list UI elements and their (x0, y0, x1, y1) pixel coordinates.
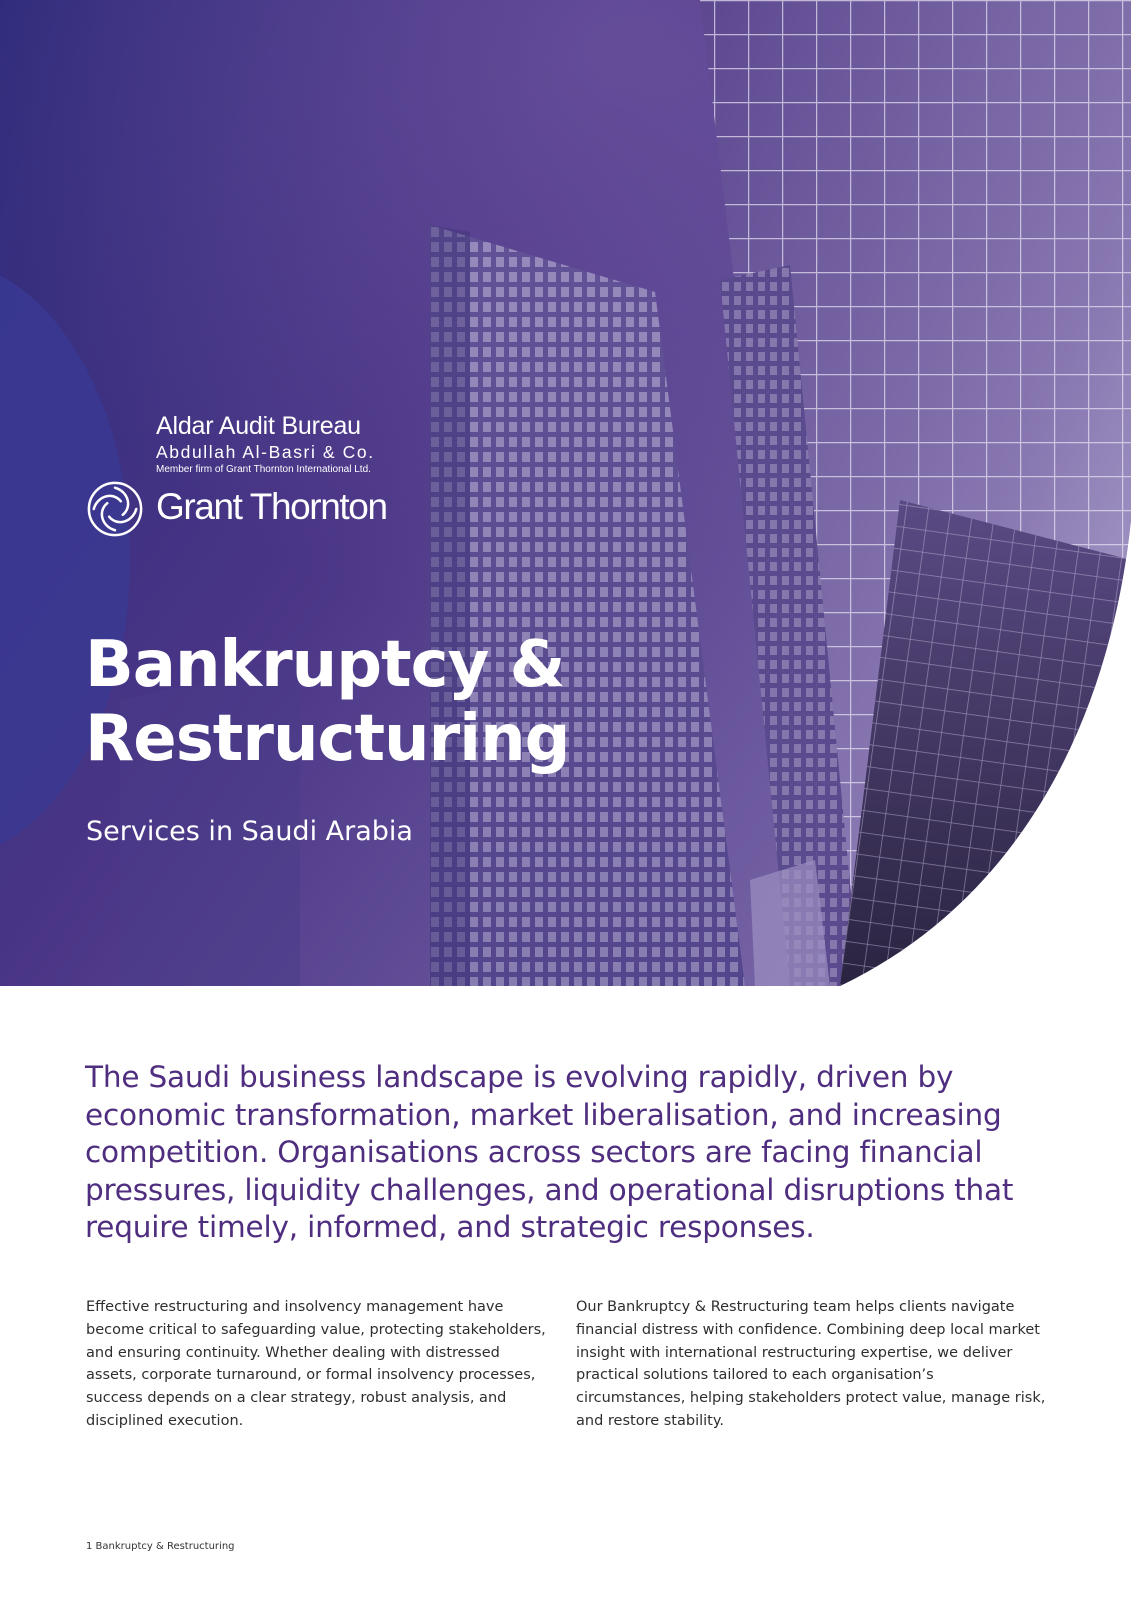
partner-name: Abdullah Al-Basri & Co. (156, 442, 375, 462)
intro-lead-paragraph: The Saudi business landscape is evolving rapidly, driven by economic transformation, market liberalisation, and increasing competition. Organisations across sectors are facing financial pressures, liquidity challenges, and operational disruptions that require timely, informed, and strategic responses. (85, 1060, 1014, 1244)
title-line-2: Restructuring (85, 702, 570, 776)
body-column-left: Effective restructuring and insolvency management have become critical to safeguarding value, protecting stakeholders, and ensuring continuity. Whether dealing with distressed assets, corporate turnaround, or formal insolvency processes, success depends on a clear strategy, robust analysis, and disciplined execution. (86, 1299, 546, 1429)
title-line-1: Bankruptcy & (85, 628, 565, 702)
page-footer-label: 1 Bankruptcy & Restructuring (86, 1541, 235, 1552)
page-title (85, 628, 569, 776)
page-subtitle: Services in Saudi Arabia (86, 816, 413, 847)
firm-name: Aldar Audit Bureau (156, 412, 361, 440)
grant-thornton-logo-text: Grant Thornton (156, 486, 387, 527)
member-line: Member firm of Grant Thornton International Ltd. (156, 464, 371, 475)
grant-thornton-swirl-icon (86, 480, 144, 538)
body-column-right: Our Bankruptcy & Restructuring team helps clients navigate financial distress with confidence. Combining deep local market insight with international restructuring expertise, we deliver practical solutions tailored to each organisation’s circumstances, helping stakeholders protect value, manage risk, and restore stability. (576, 1299, 1046, 1429)
